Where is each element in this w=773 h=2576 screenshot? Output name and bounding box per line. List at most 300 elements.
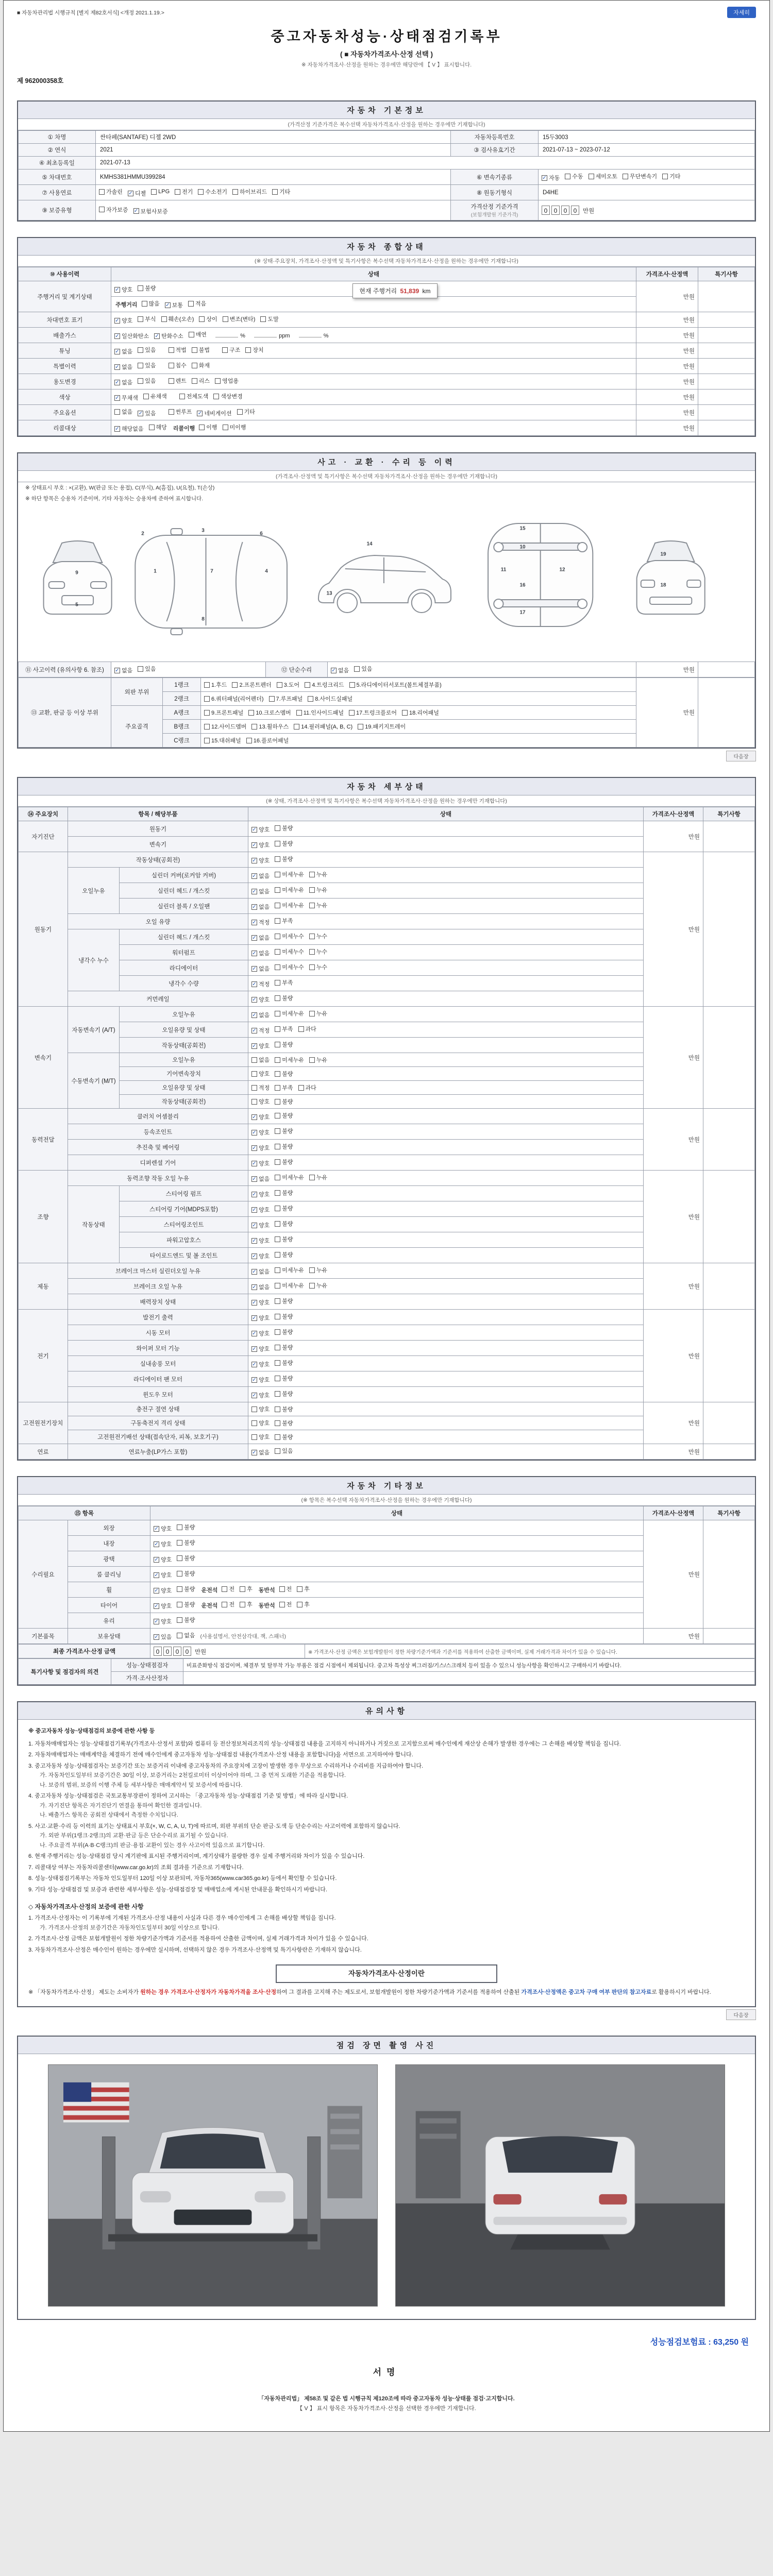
unchecked-box-icon[interactable] — [189, 332, 194, 337]
unchecked-box-icon[interactable] — [309, 903, 315, 908]
checkbox-option[interactable] — [275, 839, 293, 848]
checked-box-icon[interactable]: ✓ — [252, 981, 257, 987]
checkbox-option[interactable] — [204, 708, 243, 717]
unchecked-box-icon[interactable] — [223, 425, 228, 430]
unchecked-box-icon[interactable] — [297, 1602, 303, 1607]
checked-box-icon[interactable]: ✓ — [115, 395, 120, 401]
checkbox-option[interactable] — [177, 1554, 195, 1562]
unchecked-box-icon[interactable] — [138, 285, 143, 291]
checkbox-option[interactable] — [114, 332, 149, 340]
unchecked-box-icon[interactable] — [240, 1602, 245, 1607]
checkbox-option[interactable] — [197, 409, 231, 417]
checkbox-option[interactable] — [251, 903, 270, 911]
unchecked-box-icon[interactable] — [138, 378, 143, 384]
checked-box-icon[interactable]: ✓ — [252, 1238, 257, 1244]
unchecked-box-icon[interactable] — [222, 1586, 227, 1592]
unchecked-box-icon[interactable] — [99, 189, 105, 195]
checkbox-option[interactable] — [204, 722, 246, 731]
checkbox-option[interactable] — [275, 1056, 304, 1064]
unchecked-box-icon[interactable] — [240, 1586, 245, 1592]
checkbox-option[interactable] — [297, 1585, 310, 1593]
unchecked-box-icon[interactable] — [114, 409, 120, 415]
unchecked-box-icon[interactable] — [309, 887, 315, 893]
checkbox-option[interactable] — [222, 346, 240, 354]
checkbox-option[interactable] — [309, 932, 327, 940]
unchecked-box-icon[interactable] — [177, 1540, 182, 1546]
checkbox-option[interactable] — [275, 1250, 293, 1259]
unchecked-box-icon[interactable] — [275, 949, 280, 955]
checkbox-option[interactable] — [169, 361, 187, 369]
checkbox-option[interactable] — [354, 665, 372, 673]
unchecked-box-icon[interactable] — [192, 363, 197, 368]
checked-box-icon[interactable]: ✓ — [252, 950, 257, 956]
unchecked-box-icon[interactable] — [251, 1434, 257, 1440]
checked-box-icon[interactable]: ✓ — [252, 919, 257, 925]
unchecked-box-icon[interactable] — [198, 189, 204, 195]
unchecked-box-icon[interactable] — [138, 347, 143, 353]
unchecked-box-icon[interactable] — [275, 1283, 280, 1289]
checkbox-option[interactable] — [275, 901, 304, 909]
unchecked-box-icon[interactable] — [275, 1221, 280, 1227]
checkbox-option[interactable] — [251, 995, 270, 1004]
unchecked-box-icon[interactable] — [305, 682, 310, 688]
unchecked-box-icon[interactable] — [275, 1236, 280, 1242]
checked-box-icon[interactable]: ✓ — [252, 996, 257, 1003]
unchecked-box-icon[interactable] — [204, 682, 210, 688]
checkbox-option[interactable] — [275, 963, 304, 971]
unchecked-box-icon[interactable] — [565, 174, 570, 179]
checkbox-option[interactable] — [251, 1298, 270, 1307]
checkbox-option[interactable] — [240, 1600, 253, 1608]
checkbox-option[interactable] — [114, 408, 132, 416]
checked-box-icon[interactable]: ✓ — [154, 1556, 159, 1563]
checkbox-option[interactable] — [275, 1433, 293, 1441]
checkbox-option[interactable] — [251, 1026, 270, 1035]
checkbox-option[interactable] — [275, 1389, 293, 1398]
unchecked-box-icon[interactable] — [232, 682, 238, 688]
unchecked-box-icon[interactable] — [309, 1057, 315, 1063]
unchecked-box-icon[interactable] — [275, 1314, 280, 1319]
unchecked-box-icon[interactable] — [138, 316, 143, 322]
checkbox-option[interactable] — [154, 1555, 172, 1564]
checked-box-icon[interactable]: ✓ — [197, 410, 203, 416]
checkbox-option[interactable] — [275, 1097, 293, 1106]
unchecked-box-icon[interactable] — [275, 1420, 280, 1426]
checkbox-option[interactable] — [114, 378, 132, 386]
checked-box-icon[interactable]: ✓ — [115, 667, 120, 673]
unchecked-box-icon[interactable] — [179, 394, 185, 399]
unchecked-box-icon[interactable] — [275, 1159, 280, 1165]
checkbox-option[interactable] — [165, 301, 183, 309]
checkbox-option[interactable] — [138, 377, 156, 385]
unchecked-box-icon[interactable] — [251, 1085, 257, 1091]
checked-box-icon[interactable]: ✓ — [252, 888, 257, 894]
checked-box-icon[interactable]: ✓ — [154, 1634, 159, 1640]
unchecked-box-icon[interactable] — [358, 724, 363, 730]
checkbox-option[interactable] — [169, 408, 192, 416]
checkbox-option[interactable] — [251, 1011, 270, 1019]
unchecked-box-icon[interactable] — [251, 724, 257, 730]
checkbox-option[interactable] — [149, 423, 167, 431]
unchecked-box-icon[interactable] — [309, 1011, 315, 1016]
checkbox-option[interactable] — [297, 1600, 310, 1608]
checkbox-option[interactable] — [251, 1113, 270, 1121]
checked-box-icon[interactable]: ✓ — [252, 1284, 257, 1290]
checkbox-option[interactable] — [177, 1523, 195, 1531]
checked-box-icon[interactable]: ✓ — [252, 857, 257, 863]
checked-box-icon[interactable]: ✓ — [115, 317, 120, 324]
checkbox-option[interactable] — [245, 346, 263, 354]
unchecked-box-icon[interactable] — [199, 316, 205, 322]
checkbox-option[interactable] — [114, 363, 132, 371]
unchecked-box-icon[interactable] — [223, 316, 228, 322]
unchecked-box-icon[interactable] — [177, 1555, 182, 1561]
checkbox-option[interactable] — [309, 963, 327, 971]
unchecked-box-icon[interactable] — [251, 1071, 257, 1077]
checkbox-option[interactable] — [279, 1585, 292, 1593]
checkbox-option[interactable] — [275, 1158, 293, 1166]
unchecked-box-icon[interactable] — [275, 1360, 280, 1366]
checkbox-option[interactable] — [275, 917, 293, 925]
checkbox-option[interactable] — [275, 1266, 304, 1274]
checkbox-option[interactable] — [275, 1328, 293, 1336]
checkbox-option[interactable] — [275, 1127, 293, 1135]
checkbox-option[interactable] — [309, 886, 327, 894]
unchecked-box-icon[interactable] — [309, 1283, 315, 1289]
checkbox-option[interactable] — [275, 1142, 293, 1150]
unchecked-box-icon[interactable] — [188, 301, 194, 307]
checkbox-option[interactable] — [204, 681, 227, 689]
checked-box-icon[interactable]: ✓ — [252, 842, 257, 848]
checkbox-option[interactable] — [275, 1204, 293, 1212]
unchecked-box-icon[interactable] — [349, 710, 355, 716]
checkbox-option[interactable] — [251, 1159, 270, 1167]
unchecked-box-icon[interactable] — [275, 964, 280, 970]
checked-box-icon[interactable]: ✓ — [128, 190, 133, 196]
unchecked-box-icon[interactable] — [275, 1175, 280, 1180]
checkbox-option[interactable] — [251, 1144, 270, 1152]
checkbox-option[interactable] — [251, 1128, 270, 1137]
checkbox-option[interactable] — [154, 1524, 172, 1533]
checkbox-option[interactable] — [275, 1447, 293, 1455]
unchecked-box-icon[interactable] — [275, 841, 280, 846]
checkbox-option[interactable] — [251, 1190, 270, 1198]
checkbox-option[interactable] — [251, 887, 270, 895]
unchecked-box-icon[interactable] — [309, 1175, 315, 1180]
checkbox-option[interactable] — [251, 1070, 270, 1078]
checkbox-option[interactable] — [251, 1283, 270, 1291]
detail-button[interactable]: 자세히 — [727, 7, 756, 18]
checked-box-icon[interactable]: ✓ — [165, 302, 170, 308]
unchecked-box-icon[interactable] — [177, 1524, 182, 1530]
unchecked-box-icon[interactable] — [296, 710, 302, 716]
unchecked-box-icon[interactable] — [192, 378, 197, 384]
checkbox-option[interactable] — [251, 1419, 270, 1427]
checked-box-icon[interactable]: ✓ — [252, 1268, 257, 1275]
checkbox-option[interactable] — [223, 315, 256, 323]
checked-box-icon[interactable]: ✓ — [154, 1541, 159, 1547]
checkbox-option[interactable] — [275, 855, 293, 863]
checked-box-icon[interactable]: ✓ — [252, 1176, 257, 1182]
unchecked-box-icon[interactable] — [275, 903, 280, 908]
checkbox-option[interactable] — [192, 377, 210, 385]
unchecked-box-icon[interactable] — [309, 949, 315, 955]
checkbox-option[interactable] — [143, 392, 167, 400]
checked-box-icon[interactable]: ✓ — [252, 1377, 257, 1383]
checkbox-option[interactable] — [275, 1111, 293, 1120]
next-page-tab[interactable]: 다음장 — [726, 2009, 756, 2020]
unchecked-box-icon[interactable] — [275, 980, 280, 986]
checkbox-option[interactable] — [251, 1329, 270, 1337]
checkbox-option[interactable] — [565, 172, 583, 180]
unchecked-box-icon[interactable] — [275, 1376, 280, 1381]
unchecked-box-icon[interactable] — [275, 1144, 280, 1149]
unchecked-box-icon[interactable] — [275, 918, 280, 924]
checkbox-option[interactable] — [309, 1009, 327, 1018]
unchecked-box-icon[interactable] — [161, 316, 167, 322]
checkbox-option[interactable] — [179, 392, 209, 400]
checkbox-option[interactable] — [154, 1617, 172, 1625]
checkbox-option[interactable] — [151, 189, 170, 195]
checked-box-icon[interactable]: ✓ — [252, 826, 257, 833]
checkbox-option[interactable] — [251, 1314, 270, 1322]
checked-box-icon[interactable]: ✓ — [115, 333, 120, 339]
checkbox-option[interactable] — [275, 870, 304, 878]
unchecked-box-icon[interactable] — [169, 347, 174, 353]
checked-box-icon[interactable]: ✓ — [252, 1043, 257, 1049]
checkbox-option[interactable] — [177, 1585, 195, 1593]
checked-box-icon[interactable]: ✓ — [138, 410, 143, 416]
checkbox-option[interactable] — [275, 1312, 293, 1320]
checkbox-option[interactable] — [213, 392, 243, 400]
checkbox-option[interactable] — [251, 1267, 270, 1276]
checkbox-option[interactable] — [275, 886, 304, 894]
unchecked-box-icon[interactable] — [151, 189, 157, 195]
checkbox-option[interactable] — [251, 1405, 270, 1413]
checkbox-option[interactable] — [275, 1235, 293, 1243]
unchecked-box-icon[interactable] — [232, 189, 238, 195]
checkbox-option[interactable] — [192, 346, 210, 354]
checkbox-option[interactable] — [154, 332, 183, 340]
checkbox-option[interactable] — [308, 694, 352, 703]
unchecked-box-icon[interactable] — [275, 872, 280, 877]
unchecked-box-icon[interactable] — [309, 964, 315, 970]
checkbox-option[interactable] — [251, 964, 270, 973]
checked-box-icon[interactable]: ✓ — [252, 965, 257, 972]
checked-box-icon[interactable]: ✓ — [154, 1572, 159, 1578]
unchecked-box-icon[interactable] — [192, 347, 197, 353]
checkbox-option[interactable] — [237, 408, 255, 416]
checked-box-icon[interactable]: ✓ — [252, 1160, 257, 1166]
unchecked-box-icon[interactable] — [138, 363, 143, 368]
checkbox-option[interactable] — [248, 708, 291, 717]
checkbox-option[interactable] — [275, 1219, 293, 1228]
unchecked-box-icon[interactable] — [275, 1190, 280, 1196]
checked-box-icon[interactable]: ✓ — [115, 426, 120, 432]
unchecked-box-icon[interactable] — [294, 724, 299, 730]
checkbox-option[interactable] — [309, 1056, 327, 1064]
checkbox-option[interactable] — [275, 1419, 293, 1427]
checkbox-option[interactable] — [275, 1343, 293, 1351]
checkbox-option[interactable] — [251, 1345, 270, 1353]
unchecked-box-icon[interactable] — [298, 1026, 304, 1032]
checkbox-option[interactable] — [251, 1360, 270, 1368]
checkbox-option[interactable] — [275, 824, 293, 832]
unchecked-box-icon[interactable] — [251, 1099, 257, 1105]
checked-box-icon[interactable]: ✓ — [252, 1449, 257, 1455]
checkbox-option[interactable] — [298, 1025, 316, 1033]
unchecked-box-icon[interactable] — [279, 1602, 285, 1607]
checked-box-icon[interactable]: ✓ — [133, 208, 139, 214]
unchecked-box-icon[interactable] — [275, 995, 280, 1001]
checked-box-icon[interactable]: ✓ — [252, 1330, 257, 1336]
checkbox-option[interactable] — [269, 694, 303, 703]
unchecked-box-icon[interactable] — [269, 696, 275, 702]
unchecked-box-icon[interactable] — [177, 1571, 182, 1577]
checkbox-option[interactable] — [251, 1056, 270, 1064]
unchecked-box-icon[interactable] — [275, 1099, 280, 1105]
unchecked-box-icon[interactable] — [251, 1406, 257, 1412]
checkbox-option[interactable] — [215, 377, 239, 385]
checkbox-option[interactable] — [309, 901, 327, 909]
checkbox-option[interactable] — [275, 1359, 293, 1367]
checkbox-option[interactable] — [275, 947, 304, 956]
checkbox-option[interactable] — [275, 1405, 293, 1413]
checkbox-option[interactable] — [199, 423, 217, 431]
unchecked-box-icon[interactable] — [275, 1391, 280, 1397]
unchecked-box-icon[interactable] — [143, 394, 149, 399]
unchecked-box-icon[interactable] — [260, 316, 266, 322]
checkbox-option[interactable] — [99, 188, 123, 196]
unchecked-box-icon[interactable] — [275, 1448, 280, 1454]
checkbox-option[interactable] — [161, 315, 194, 323]
unchecked-box-icon[interactable] — [251, 1420, 257, 1426]
checkbox-option[interactable] — [99, 206, 128, 214]
unchecked-box-icon[interactable] — [99, 207, 105, 212]
checkbox-option[interactable] — [240, 1585, 253, 1593]
checkbox-option[interactable] — [251, 856, 270, 865]
checkbox-option[interactable] — [204, 736, 241, 744]
checkbox-option[interactable] — [275, 1297, 293, 1305]
checked-box-icon[interactable]: ✓ — [115, 348, 120, 354]
next-page-tab[interactable]: 다음장 — [726, 751, 756, 761]
checkbox-option[interactable] — [275, 994, 293, 1002]
unchecked-box-icon[interactable] — [275, 1298, 280, 1304]
checkbox-option[interactable] — [189, 330, 207, 338]
checkbox-option[interactable] — [154, 1540, 172, 1548]
checkbox-option[interactable] — [251, 918, 270, 926]
unchecked-box-icon[interactable] — [354, 666, 360, 672]
unchecked-box-icon[interactable] — [402, 710, 408, 716]
checkbox-option[interactable] — [114, 666, 132, 674]
checked-box-icon[interactable]: ✓ — [252, 1346, 257, 1352]
checkbox-option[interactable] — [662, 172, 680, 180]
checkbox-option[interactable] — [349, 708, 397, 717]
checkbox-option[interactable] — [275, 1040, 293, 1048]
checkbox-option[interactable] — [177, 1538, 195, 1547]
unchecked-box-icon[interactable] — [246, 738, 252, 743]
unchecked-box-icon[interactable] — [275, 1345, 280, 1350]
checkbox-option[interactable] — [177, 1569, 195, 1578]
checkbox-option[interactable] — [138, 284, 156, 292]
unchecked-box-icon[interactable] — [213, 394, 219, 399]
checkbox-option[interactable] — [154, 1586, 172, 1595]
checkbox-option[interactable] — [279, 1600, 292, 1608]
checkbox-option[interactable] — [138, 665, 156, 673]
checkbox-option[interactable] — [154, 1633, 172, 1641]
checkbox-option[interactable] — [298, 1083, 316, 1092]
unchecked-box-icon[interactable] — [275, 1057, 280, 1063]
checkbox-option[interactable] — [275, 1281, 304, 1290]
checkbox-option[interactable] — [251, 1448, 270, 1456]
checkbox-option[interactable] — [154, 1602, 172, 1610]
unchecked-box-icon[interactable] — [204, 738, 210, 743]
checkbox-option[interactable] — [114, 316, 132, 325]
checkbox-option[interactable] — [223, 423, 246, 431]
checked-box-icon[interactable]: ✓ — [252, 904, 257, 910]
unchecked-box-icon[interactable] — [169, 363, 174, 368]
unchecked-box-icon[interactable] — [277, 682, 282, 688]
checkbox-option[interactable] — [246, 736, 289, 744]
checked-box-icon[interactable]: ✓ — [154, 1587, 159, 1594]
checked-box-icon[interactable]: ✓ — [155, 333, 159, 339]
checkbox-option[interactable] — [358, 722, 406, 731]
unchecked-box-icon[interactable] — [279, 1586, 285, 1592]
unchecked-box-icon[interactable] — [138, 666, 143, 672]
unchecked-box-icon[interactable] — [272, 189, 278, 195]
checkbox-option[interactable] — [251, 1391, 270, 1399]
unchecked-box-icon[interactable] — [169, 378, 174, 384]
checkbox-option[interactable] — [175, 188, 193, 196]
unchecked-box-icon[interactable] — [275, 1406, 280, 1412]
checkbox-option[interactable] — [542, 174, 560, 182]
checkbox-option[interactable] — [142, 299, 160, 308]
unchecked-box-icon[interactable] — [177, 1633, 182, 1638]
checkbox-option[interactable] — [138, 346, 156, 354]
checked-box-icon[interactable]: ✓ — [252, 935, 257, 941]
unchecked-box-icon[interactable] — [215, 378, 221, 384]
checked-box-icon[interactable]: ✓ — [252, 1114, 257, 1120]
unchecked-box-icon[interactable] — [349, 682, 355, 688]
checkbox-option[interactable] — [275, 932, 304, 940]
checkbox-option[interactable] — [128, 189, 146, 197]
unchecked-box-icon[interactable] — [275, 1026, 280, 1032]
checkbox-option[interactable] — [232, 188, 267, 196]
checked-box-icon[interactable]: ✓ — [252, 1361, 257, 1367]
checkbox-option[interactable] — [275, 1083, 293, 1092]
checked-box-icon[interactable]: ✓ — [331, 667, 336, 673]
unchecked-box-icon[interactable] — [275, 1329, 280, 1335]
checkbox-option[interactable] — [251, 1083, 270, 1092]
checkbox-option[interactable] — [275, 1025, 293, 1033]
checkbox-option[interactable] — [309, 1281, 327, 1290]
checkbox-option[interactable] — [188, 299, 206, 308]
checkbox-option[interactable] — [251, 980, 270, 988]
checkbox-option[interactable] — [232, 681, 271, 689]
unchecked-box-icon[interactable] — [589, 174, 594, 179]
checkbox-option[interactable] — [402, 708, 439, 717]
unchecked-box-icon[interactable] — [308, 696, 313, 702]
unchecked-box-icon[interactable] — [275, 1252, 280, 1258]
unchecked-box-icon[interactable] — [275, 1011, 280, 1016]
checkbox-option[interactable] — [272, 188, 290, 196]
unchecked-box-icon[interactable] — [222, 1602, 227, 1607]
checkbox-option[interactable] — [199, 315, 217, 323]
unchecked-box-icon[interactable] — [275, 856, 280, 862]
checked-box-icon[interactable]: ✓ — [154, 1618, 159, 1624]
checkbox-option[interactable] — [177, 1600, 195, 1608]
checkbox-option[interactable] — [305, 681, 344, 689]
